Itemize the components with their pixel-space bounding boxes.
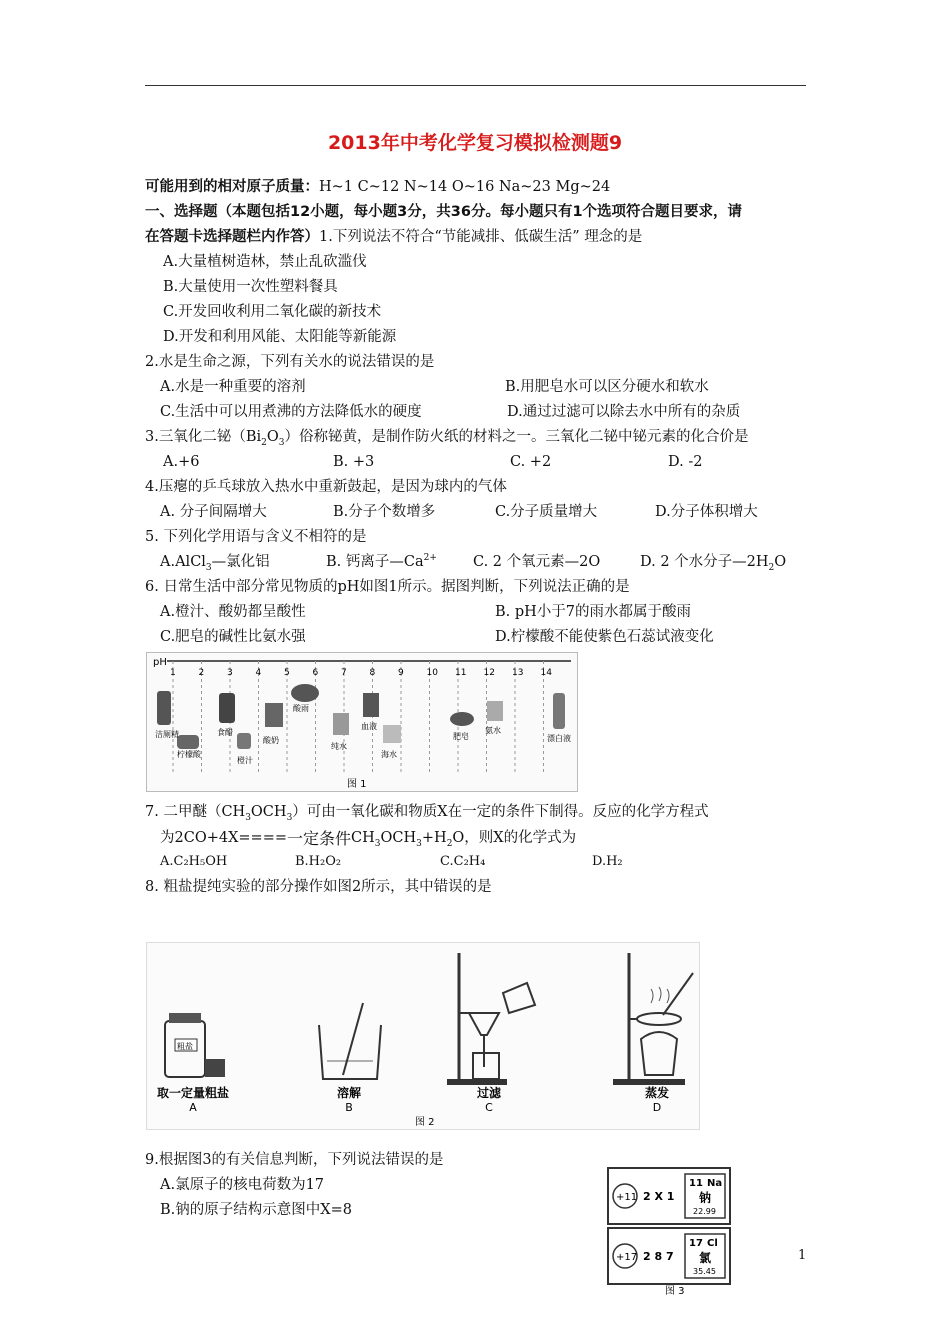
- q3-stem-part2: O: [266, 429, 279, 445]
- fig1-tick-label: 7: [341, 668, 347, 678]
- figure-3-graphic: [607, 1166, 731, 1330]
- fig3-cl-name: 氯: [699, 1251, 712, 1265]
- q7-eq-right2: OCH: [380, 830, 417, 846]
- q5-b-charge: 2+: [423, 553, 437, 564]
- fig1-tick-label: 9: [398, 668, 404, 678]
- section1-heading: 一、选择题（本题包括12小题，每小题3分，共36分。每小题只有1个选项符合题目要求，请: [145, 204, 743, 220]
- fig1-tick-label: 3: [227, 668, 233, 678]
- q5-a-part2: —氯化铝: [211, 554, 270, 570]
- q5-d-part2: O: [774, 554, 787, 570]
- q1-option-d: D.开发和利用风能、太阳能等新能源: [163, 329, 397, 345]
- fig1-substance-label: 海水: [381, 750, 397, 759]
- q9-option-a: A.氯原子的核电荷数为17: [160, 1177, 325, 1193]
- q1-stem: 1.下列说法不符合“节能减排、低碳生活” 理念的是: [319, 229, 643, 245]
- fig2-step-label: 蒸发: [644, 1086, 670, 1100]
- q6-option-d: D.柠檬酸不能使紫色石蕊试液变化: [495, 629, 714, 645]
- q4-option-a: A. 分子间隔增大: [160, 504, 267, 520]
- q2-option-b: B.用肥皂水可以区分硬水和软水: [505, 379, 709, 395]
- q6-option-a: A.橙汁、酸奶都呈酸性: [160, 604, 306, 620]
- fig1-substance-label: 肥皂: [453, 732, 469, 741]
- fig2-step-letter: C: [485, 1101, 493, 1114]
- fig3-cl-nucleus: +17: [616, 1252, 638, 1263]
- q7-stem-part2: OCH: [250, 804, 287, 820]
- q6-option-c: C.肥皂的碱性比氨水强: [160, 629, 306, 645]
- fig1-substance-label: 洁厕精: [155, 730, 179, 739]
- fig3-na-number: 11: [689, 1178, 703, 1189]
- q1-option-a: A.大量植树造林，禁止乱砍滥伐: [163, 254, 367, 270]
- fig1-substance-label: 柠檬酸: [177, 750, 201, 759]
- q1-option-c: C.开发回收利用二氧化碳的新技术: [163, 304, 382, 320]
- fig2-step-label: 取一定量粗盐: [156, 1086, 230, 1100]
- q7-option-c: C.C₂H₄: [440, 854, 486, 869]
- q8-stem: 8. 粗盐提纯实验的部分操作如图2所示，其中错误的是: [145, 879, 492, 895]
- fig1-tick-label: 14: [540, 668, 552, 678]
- figure-1-ph-scale: [146, 652, 578, 792]
- fig1-tick-label: 12: [483, 668, 495, 678]
- fig1-tick-label: 11: [455, 668, 467, 678]
- q5-d-part1: D. 2 个水分子—2H: [640, 554, 769, 570]
- fig1-substance-label: 氨水: [485, 726, 501, 735]
- fig1-tick-label: 6: [312, 668, 319, 678]
- fig3-cl-shells: 2 8 7: [643, 1250, 674, 1263]
- page-title: 2013年中考化学复习模拟检测题9: [327, 132, 623, 154]
- fig1-substance-label: 纯水: [331, 742, 347, 751]
- fig1-substance-label: 橙汁: [237, 756, 253, 765]
- fig3-cl-symbol: Cl: [707, 1238, 718, 1249]
- q2-option-c: C.生活中可以用煮沸的方法降低水的硬度: [160, 404, 422, 420]
- section1-heading-cont: 在答题卡选择题栏内作答）: [145, 229, 319, 245]
- fig3-na-shells: 2 X 1: [643, 1190, 675, 1203]
- q7-eq-tail: O，则X的化学式为: [452, 830, 577, 846]
- fig1-caption: 图 1: [347, 779, 367, 790]
- q5-option-c: C. 2 个氧元素—2O: [473, 554, 601, 570]
- fig2-step-letter: A: [189, 1101, 197, 1114]
- fig2-step-letter: D: [652, 1101, 662, 1114]
- q7-eq-right1: CH: [351, 830, 375, 846]
- fig1-substance-label: 血液: [361, 722, 377, 731]
- fig1-tick-label: 5: [284, 668, 290, 678]
- fig1-tick-label: 4: [255, 668, 262, 678]
- figure-2-salt-purification: [146, 942, 700, 1130]
- q3-option-a: A.+6: [163, 454, 200, 470]
- q7-equation: 为2CO+4X====一定条件$CH_3OCH_3+H_2O$，则X的化学式为: [160, 829, 577, 849]
- figure-1-graphic: [147, 653, 577, 791]
- figure-3-atoms: [607, 1166, 731, 1330]
- fig2-step-label: 溶解: [336, 1086, 362, 1100]
- q9-stem: 9.根据图3的有关信息判断，下列说法错误的是: [145, 1152, 444, 1168]
- q7-option-a: A.C₂H₅OH: [160, 854, 228, 869]
- fig3-na-name: 钠: [699, 1191, 712, 1205]
- q4-option-d: D.分子体积增大: [655, 504, 758, 520]
- fig1-tick-label: 13: [512, 668, 524, 678]
- fig1-substance-label: 漂白液: [547, 734, 571, 743]
- q2-option-d: D.通过过滤可以除去水中所有的杂质: [507, 404, 741, 420]
- fig3-na-mass: 22.99: [693, 1207, 716, 1216]
- q4-option-b: B.分子个数增多: [333, 504, 436, 520]
- q7-stem: 7. 二甲醚$(CH_3OCH_3)$可由一氧化碳和物质X在一定的条件下制得。反应的化学方程式: [145, 804, 709, 823]
- atomic-masses-line: [145, 178, 610, 196]
- page-number: 1: [798, 1248, 807, 1263]
- q3-stem: 3.三氧化二铋$(Bi_2O_3)$俗称铋黄，是制作防火纸的材料之一。三氧化二铋中铋元素的化合价是: [145, 429, 749, 448]
- q2-option-a: A.水是一种重要的溶剂: [160, 379, 306, 395]
- fig3-cl-number: 17: [689, 1238, 703, 1249]
- q7-option-b: B.H₂O₂: [295, 854, 342, 869]
- q5-option-b: [326, 553, 437, 571]
- q7-option-d: D.H₂: [592, 854, 623, 869]
- header-rule: [145, 85, 806, 86]
- q7-stem-part1: 7. 二甲醚（CH: [145, 804, 246, 820]
- fig1-tick-label: 10: [426, 668, 438, 678]
- q5-stem: 5. 下列化学用语与含义不相符的是: [145, 529, 367, 545]
- q1-stem-line: [145, 228, 642, 246]
- q3-option-d: D. -2: [668, 454, 703, 470]
- q5-b-text: B. 钙离子—Ca: [326, 554, 424, 570]
- q7-eq-condition: 一定条件: [287, 829, 352, 848]
- figure-2-graphic: [147, 943, 699, 1129]
- q4-option-c: C.分子质量增大: [495, 504, 598, 520]
- fig1-tick-label: 1: [170, 668, 176, 678]
- fig3-caption: 图 3: [665, 1286, 685, 1297]
- fig1-axis-label: pH: [153, 657, 167, 668]
- fig1-substance-label: 酸雨: [293, 704, 309, 713]
- fig2-step-label: 过滤: [476, 1086, 502, 1100]
- atomic-masses-values: H~1 C~12 N~14 O~16 Na~23 Mg~24: [319, 179, 611, 195]
- fig2-step-letter: B: [345, 1101, 353, 1114]
- q2-stem: 2.水是生命之源，下列有关水的说法错误的是: [145, 354, 435, 370]
- fig1-substance-label: 酸奶: [263, 736, 279, 745]
- q9-option-b: B.钠的原子结构示意图中X=8: [160, 1202, 352, 1218]
- q5-a-part1: A.AlCl: [160, 554, 206, 570]
- fig2-jar-tag: 粗盐: [177, 1042, 193, 1051]
- q7-eq-right3: +H: [421, 830, 447, 846]
- atomic-masses-label: 可能用到的相对原子质量：: [145, 179, 319, 195]
- q5-option-a: A.AlCl$_3$—氯化铝: [160, 554, 270, 573]
- q5-option-d: D. 2 个水分子$—2H_2O$: [640, 554, 787, 573]
- q7-eq-left: 为2CO+4X====: [160, 830, 288, 846]
- fig3-na-symbol: Na: [707, 1178, 723, 1189]
- q4-stem: 4.压瘪的乒乓球放入热水中重新鼓起，是因为球内的气体: [145, 479, 507, 495]
- fig2-caption: 图 2: [415, 1117, 435, 1128]
- q6-stem: 6. 日常生活中部分常见物质的pH如图1所示。据图判断，下列说法正确的是: [145, 579, 630, 595]
- q6-option-b: B. pH小于7的雨水都属于酸雨: [495, 604, 692, 620]
- fig1-substance-label: 食醋: [217, 728, 233, 737]
- q3-option-b: B. +3: [333, 454, 375, 470]
- q3-stem-part3: ）俗称铋黄，是制作防火纸的材料之一。三氧化二铋中铋元素的化合价是: [284, 429, 749, 445]
- fig1-tick-label: 2: [198, 668, 205, 678]
- fig1-tick-label: 8: [369, 668, 376, 678]
- q3-stem-part1: 3.三氧化二铋（Bi: [145, 429, 262, 445]
- fig3-cl-mass: 35.45: [693, 1267, 716, 1276]
- q7-stem-part3: ）可由一氧化碳和物质X在一定的条件下制得。反应的化学方程式: [292, 804, 709, 820]
- q3-option-c: C. +2: [510, 454, 552, 470]
- q1-option-b: B.大量使用一次性塑料餐具: [163, 279, 338, 295]
- fig3-na-nucleus: +11: [616, 1192, 638, 1203]
